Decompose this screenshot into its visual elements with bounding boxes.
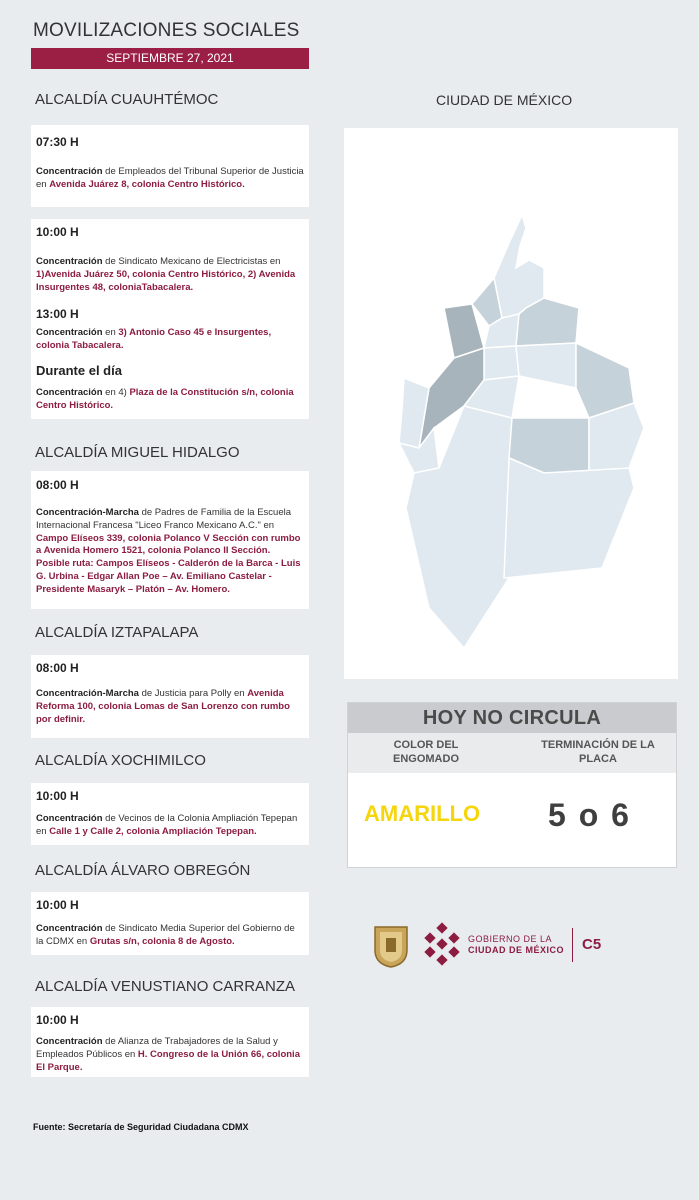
event-text: de Empleados del Tribunal Superior de Justicia en xyxy=(36,166,304,190)
gob-line-1: GOBIERNO DE LA xyxy=(468,934,553,944)
page-title: MOVILIZACIONES SOCIALES xyxy=(33,20,300,41)
c5-logo: C5 xyxy=(582,936,602,953)
event-type: Concentración xyxy=(36,923,103,934)
cdmx-map-graphic xyxy=(344,128,678,679)
event-description xyxy=(36,387,304,413)
engomado-label: COLOR DEL ENGOMADO xyxy=(393,739,459,765)
section-heading-alvaro-obregon: ALCALDÍA ÁLVARO OBREGÓN xyxy=(35,862,251,879)
event-card xyxy=(31,219,309,419)
event-location: 3) Antonio Caso 45 e Insurgentes, colonia Tabacalera. xyxy=(36,327,272,351)
event-time: Durante el día xyxy=(36,363,122,378)
date-banner: SEPTIEMBRE 27, 2021 xyxy=(31,48,309,69)
event-description xyxy=(36,1036,304,1074)
map-region-milpa-alta xyxy=(504,458,634,578)
event-time: 07:30 H xyxy=(36,135,79,149)
gob-line-2: CIUDAD DE MÉXICO xyxy=(468,945,565,955)
event-description xyxy=(36,923,304,949)
hoy-no-circula-title: HOY NO CIRCULA xyxy=(348,703,676,733)
event-time: 10:00 H xyxy=(36,789,79,803)
event-type: Concentración xyxy=(36,1036,103,1047)
section-heading-iztapalapa: ALCALDÍA IZTAPALAPA xyxy=(35,624,199,641)
event-time: 10:00 H xyxy=(36,225,79,239)
event-card xyxy=(31,892,309,955)
gobierno-cdmx-wordmark xyxy=(468,934,564,956)
event-text: de Sindicato Media Superior del Gobierno de la CDMX en xyxy=(36,923,295,947)
event-card xyxy=(31,125,309,207)
event-location: Calle 1 y Calle 2, colonia Ampliación Tepepan. xyxy=(49,825,257,837)
event-text: de Padres de Familia de la Escuela Internacional Francesa "Liceo Franco Mexicano A.C." en xyxy=(36,507,292,531)
government-logos xyxy=(372,922,612,972)
event-time: 10:00 H xyxy=(36,1013,79,1027)
event-time: 08:00 H xyxy=(36,661,79,675)
event-time: 10:00 H xyxy=(36,898,79,912)
section-heading-xochimilco: ALCALDÍA XOCHIMILCO xyxy=(35,752,206,769)
map-region-iztacalco xyxy=(516,343,576,388)
event-location: Avenida Reforma 100, colonia Lomas de San Lorenzo con rumbo por definir. xyxy=(36,688,290,725)
cdmx-map xyxy=(344,128,678,679)
event-type: Concentración xyxy=(36,327,103,338)
event-time: 13:00 H xyxy=(36,307,79,321)
event-type: Concentración xyxy=(36,256,103,267)
engomado-color: AMARILLO xyxy=(364,801,481,826)
event-type: Concentración-Marcha xyxy=(36,507,139,518)
map-title: CIUDAD DE MÉXICO xyxy=(436,92,573,108)
hoy-no-circula-panel xyxy=(347,702,677,868)
event-card xyxy=(31,1007,309,1077)
event-location: Avenida Juárez 8, colonia Centro Histórico. xyxy=(49,178,245,190)
hoy-no-circula-subheader xyxy=(348,733,676,773)
event-time: 08:00 H xyxy=(36,478,79,492)
section-heading-miguel-hidalgo: ALCALDÍA MIGUEL HIDALGO xyxy=(35,444,240,461)
logo-divider xyxy=(572,928,573,962)
event-text: de Alianza de Trabajadores de la Salud y Empleados Públicos en xyxy=(36,1036,278,1060)
event-text: de Vecinos de la Colonia Ampliación Tepepan en xyxy=(36,813,298,837)
event-description xyxy=(36,507,304,597)
event-description xyxy=(36,813,304,839)
event-card xyxy=(31,471,309,609)
placa-digits: 5 o 6 xyxy=(548,797,631,833)
event-location: Grutas s/n, colonia 8 de Agosto. xyxy=(89,935,235,947)
event-text: de Justicia para Polly en xyxy=(138,688,248,699)
event-description xyxy=(36,327,304,353)
section-heading-cuauhtemoc: ALCALDÍA CUAUHTÉMOC xyxy=(35,91,219,108)
event-description xyxy=(36,166,304,192)
event-type: Concentración xyxy=(36,387,103,398)
event-location: 1)Avenida Juárez 50, colonia Centro Histórico, 2) Avenida Insurgentes 48, coloniaTabacalera. xyxy=(36,268,296,293)
source-note: Fuente: Secretaría de Seguridad Ciudadana CDMX xyxy=(33,1122,249,1132)
event-card xyxy=(31,655,309,738)
section-heading-venustiano-carranza: ALCALDÍA VENUSTIANO CARRANZA xyxy=(35,978,296,995)
event-location: Plaza de la Constitución s/n, colonia Centro Histórico. xyxy=(36,387,294,411)
event-card xyxy=(31,783,309,845)
event-text: en 4) xyxy=(102,387,130,398)
placa-label: TERMINACIÓN DE LA PLACA xyxy=(541,739,655,765)
cdmx-coat-of-arms-icon xyxy=(372,924,410,968)
map-region-benito-juarez xyxy=(484,346,519,380)
event-type: Concentración xyxy=(36,813,103,824)
event-type: Concentración xyxy=(36,166,103,177)
event-location: H. Congreso de la Unión 66, colonia El Parque. xyxy=(36,1048,300,1073)
event-location: Campo Elíseos 339, colonia Polanco V Sección con rumbo a Avenida Homero 1521, colonia Polanco II Sección. Posible ruta: Campos Elíseos - Calderón de la Barca - Luis G. Urbina - Edgar Allan Poe – Av. Emiliano Castelar - Presidente Masaryk – Platón – Av. Homero. xyxy=(36,532,301,595)
gobierno-cdmx-emblem-icon xyxy=(420,922,464,968)
event-text: en xyxy=(102,327,119,338)
event-description xyxy=(36,256,304,294)
event-text: de Sindicato Mexicano de Electricistas en xyxy=(102,256,281,267)
event-description xyxy=(36,688,304,726)
event-type: Concentración-Marcha xyxy=(36,688,139,699)
